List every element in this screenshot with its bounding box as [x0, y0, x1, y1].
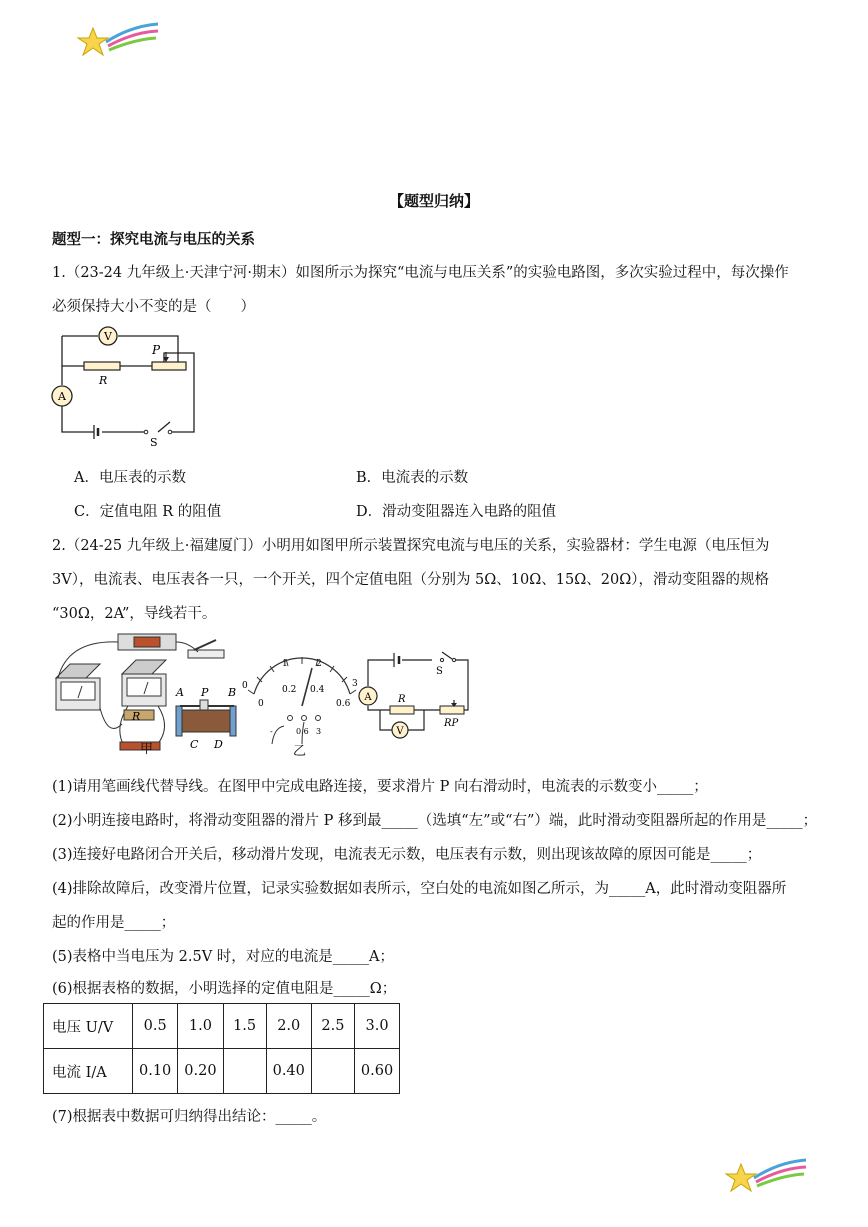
dial-top-3: 3	[352, 679, 358, 689]
dial-mid-04: 0.4	[310, 685, 325, 695]
q1-circuit-diagram	[48, 322, 204, 450]
resistor-label: R	[99, 374, 108, 387]
dial-bottom-zero: 0	[258, 699, 264, 709]
q2-figure-ammeter-dial	[240, 654, 360, 750]
q2-sub1: (1)请用笔画线代替导线。在图甲中完成电路连接，要求滑片 P 向右滑动时，电流表的示数变小_____；	[52, 779, 708, 795]
apparatus-r-label: R	[132, 710, 141, 723]
shooting-star-icon	[76, 22, 160, 64]
circuit-r-label: R	[398, 694, 406, 705]
table-cell: 3.0	[354, 1004, 399, 1049]
q2-stem-line2: 3V），电流表、电压表各一只，一个开关，四个定值电阻（分别为 5Ω、10Ω、15Ω、20Ω），滑动变阻器的规格	[52, 572, 769, 588]
voltmeter-label: V	[104, 330, 112, 343]
shooting-star-icon	[724, 1158, 808, 1200]
table-cell: 0.60	[354, 1049, 399, 1094]
rheostat-a-label: A	[176, 686, 184, 699]
dial-mid-02: 0.2	[282, 685, 297, 695]
rheostat-p-label: P	[201, 686, 209, 699]
table-cell: 2.5	[311, 1004, 354, 1049]
table-cell: 0.40	[266, 1049, 311, 1094]
table-row	[44, 1049, 400, 1094]
table-cell: 0.10	[133, 1049, 178, 1094]
dial-bottom-06: 0.6	[336, 699, 351, 709]
data-table	[43, 1003, 400, 1094]
q2-sub6: (6)根据表格的数据，小明选择的定值电阻是_____Ω；	[52, 981, 397, 997]
circuit-s-label: S	[436, 666, 443, 677]
table-cell: 0.20	[178, 1049, 223, 1094]
resistor-symbol	[84, 362, 120, 370]
type1-title: 题型一：探究电流与电压的关系	[52, 231, 255, 248]
table-cell	[311, 1049, 354, 1094]
figure-jia-label: 甲	[140, 742, 154, 757]
table-row2-header: 电流 I/A	[44, 1049, 133, 1094]
ammeter-label: A	[58, 390, 66, 403]
rheostat-symbol	[152, 362, 186, 370]
q1-option-d[interactable]: D．滑动变阻器连入电路的阻值	[356, 504, 557, 520]
q2-sub4-line2: 起的作用是_____；	[52, 915, 176, 931]
table-cell: 0.5	[133, 1004, 178, 1049]
q2-sub4-line1: (4)排除故障后，改变滑片位置，记录实验数据如表所示，空白处的电流如图乙所示，为_____A，此时滑动变阻器所	[52, 881, 787, 897]
dial-top-2: 2	[316, 659, 322, 669]
q1-stem-line1: 1.（23-24 九年级上·天津宁河·期末）如图所示为探究“电流与电压关系”的实验电路图，多次实验过程中，每次操作	[52, 265, 789, 281]
q2-sub7: (7)根据表中数据可归纳得出结论：_____。	[52, 1109, 327, 1125]
figure-yi-label: 乙	[293, 744, 307, 759]
table-row	[44, 1004, 400, 1049]
q2-figure-circuit	[354, 650, 478, 746]
rheostat-b-label: B	[228, 686, 237, 699]
terminal-3: 3	[316, 727, 322, 736]
dial-top-1: 1	[282, 659, 288, 669]
table-cell: 1.0	[178, 1004, 223, 1049]
q1-option-c[interactable]: C．定值电阻 R 的阻值	[74, 504, 222, 520]
q2-sub5: (5)表格中当电压为 2.5V 时，对应的电流是_____A；	[52, 949, 395, 965]
terminal-neg: -	[270, 727, 273, 736]
dial-top-zero: 0	[242, 681, 248, 691]
q1-stem-line2: 必须保持大小不变的是（ ）	[52, 299, 255, 315]
circuit-a-label: A	[364, 692, 372, 703]
table-row1-header: 电压 U/V	[44, 1004, 133, 1049]
q1-option-a[interactable]: A．电压表的示数	[74, 470, 186, 486]
q2-stem-line1: 2.（24-25 九年级上·福建厦门）小明用如图甲所示装置探究电流与电压的关系，实验器材：学生电源（电压恒为	[52, 538, 770, 554]
q2-sub3: (3)连接好电路闭合开关后，移动滑片发现，电流表无示数，电压表有示数，则出现该故障的原因可能是_____；	[52, 847, 762, 863]
q2-stem-line3: “30Ω，2A”，导线若干。	[52, 606, 217, 622]
table-cell: 2.0	[266, 1004, 311, 1049]
section-heading: 【题型归纳】	[388, 192, 479, 210]
table-cell	[223, 1049, 266, 1094]
table-cell: 1.5	[223, 1004, 266, 1049]
q1-option-b[interactable]: B．电流表的示数	[356, 470, 469, 486]
rheostat-c-label: C	[190, 738, 199, 751]
slider-label: P	[152, 343, 161, 357]
switch-label: S	[150, 436, 158, 449]
q2-sub2: (2)小明连接电路时，将滑动变阻器的滑片 P 移到最_____（选填“左”或“右”）端，此时滑动变阻器所起的作用是_____；	[52, 813, 818, 829]
circuit-rp-label: RP	[444, 718, 459, 729]
terminal-06: 0.6	[296, 727, 309, 736]
rheostat-d-label: D	[214, 738, 223, 751]
circuit-v-label: V	[396, 726, 404, 737]
